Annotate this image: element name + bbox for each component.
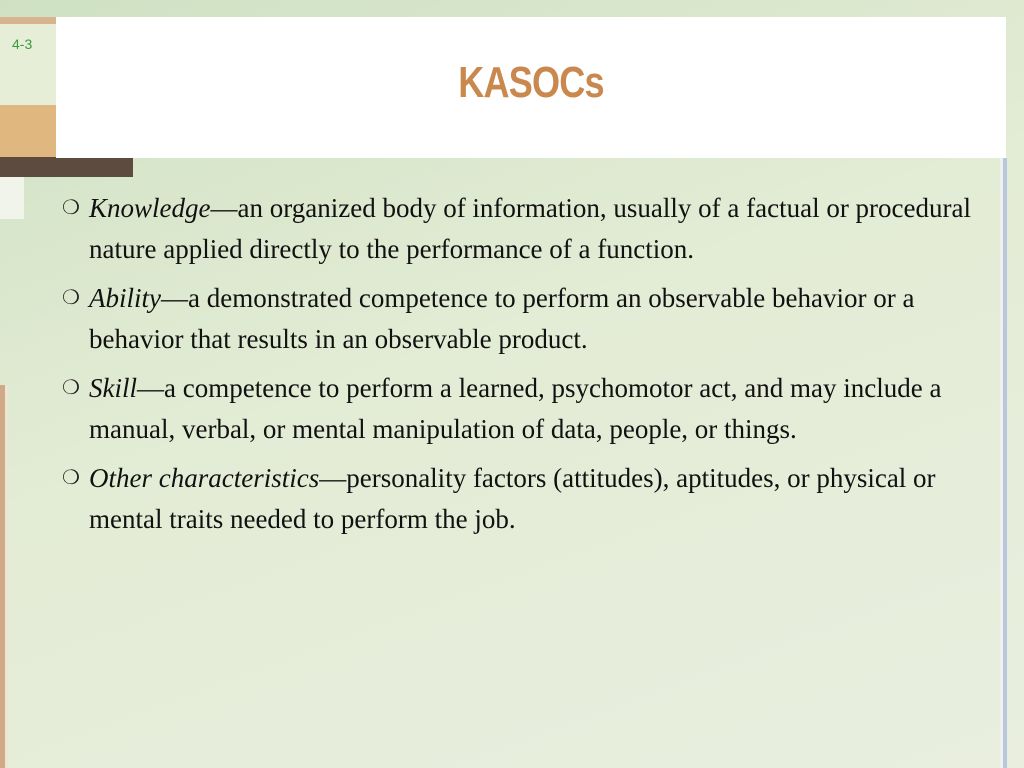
bullet-knowledge — [60, 188, 995, 270]
decorative-left-stripe — [0, 385, 8, 768]
bullet-skill — [60, 368, 995, 450]
bullet-definition: an organized body of information, usually of a factual or procedural nature applied directly to the performance of a function. — [89, 193, 971, 264]
bullet-dash: — — [137, 373, 164, 403]
bullet-list — [60, 188, 995, 548]
bullet-definition: personality factors (attitudes), aptitudes, or physical or mental traits needed to perform the job. — [89, 463, 936, 534]
decorative-right-stripe — [1000, 158, 1007, 768]
slide-number: 4-3 — [12, 36, 33, 52]
bullet-definition: a competence to perform a learned, psychomotor act, and may include a manual, verbal, or mental manipulation of data, people, or things. — [89, 373, 942, 444]
bullet-dash: — — [319, 463, 347, 493]
decorative-dark-bar — [0, 157, 133, 177]
slide-title: KASOCs — [458, 58, 604, 107]
circle-bullet-icon: ❍ — [62, 377, 80, 399]
circle-bullet-icon: ❍ — [62, 197, 80, 219]
circle-bullet-icon: ❍ — [62, 467, 80, 489]
decorative-tan-block — [0, 105, 56, 157]
bullet-other-characteristics — [60, 458, 995, 540]
bullet-term: Knowledge — [89, 193, 211, 223]
bullet-term: Ability — [89, 283, 161, 313]
bullet-term: Skill — [89, 373, 137, 403]
bullet-dash: — — [210, 193, 238, 223]
bullet-definition: a demonstrated competence to perform an observable behavior or a behavior that results in an observable product. — [89, 283, 915, 354]
bullet-term: Other characteristics — [89, 463, 320, 493]
decorative-pale-block-lower — [0, 177, 24, 219]
bullet-ability — [60, 278, 995, 360]
bullet-dash: — — [160, 283, 188, 313]
circle-bullet-icon: ❍ — [62, 287, 80, 309]
